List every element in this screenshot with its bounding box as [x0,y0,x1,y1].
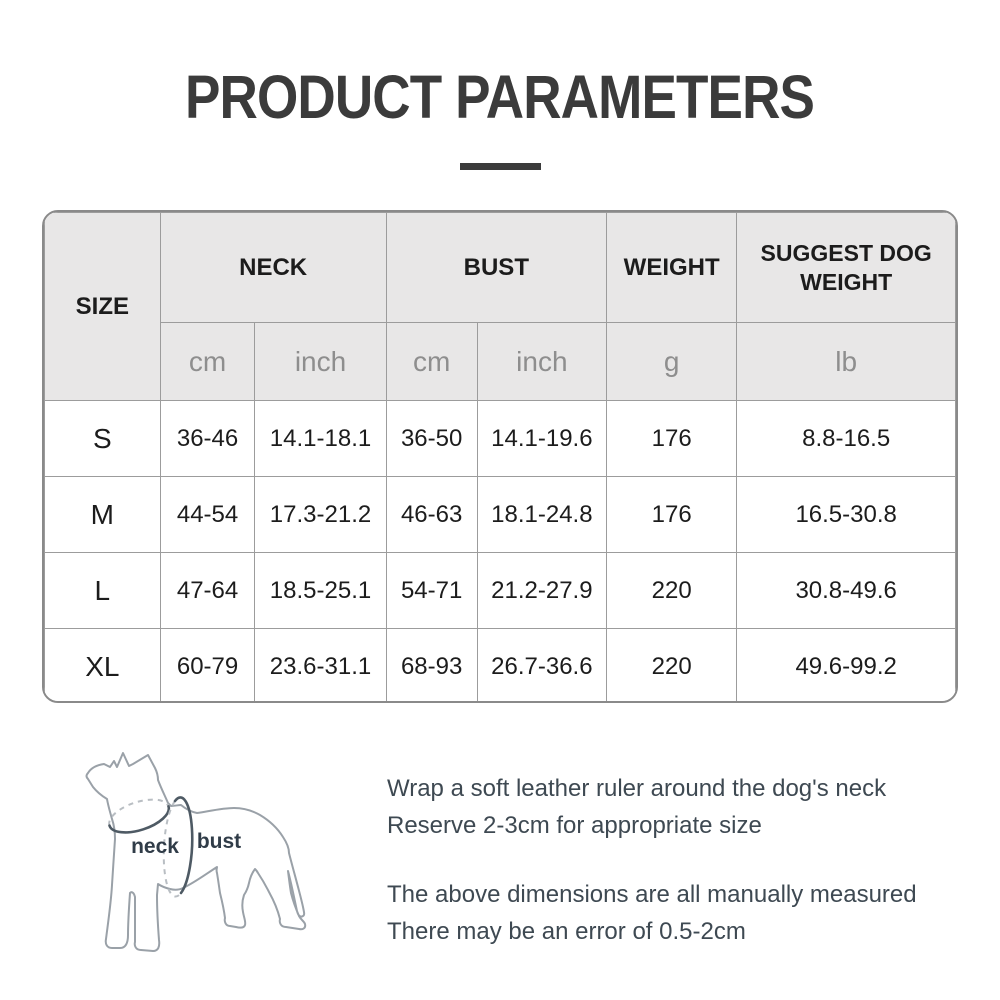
note-line: Reserve 2-3cm for appropriate size [387,812,762,839]
col-header-bust: BUST [386,213,606,323]
cell-bust-cm: 46-63 [386,477,477,553]
page-title: PRODUCT PARAMETERS [185,63,815,131]
tolerance-note [387,876,917,950]
cell-suggest-lb: 30.8-49.6 [737,553,956,629]
cell-size: S [45,401,161,477]
unit-weight-g: g [607,323,737,401]
cell-weight-g: 176 [607,477,737,553]
measuring-instructions [387,770,917,844]
unit-bust-inch: inch [477,323,606,401]
cell-weight-g: 220 [607,553,737,629]
cell-bust-cm: 68-93 [386,629,477,704]
size-table [42,210,958,703]
cell-bust-inch: 21.2-27.9 [477,553,606,629]
col-header-suggest-dog-weight: SUGGEST DOG WEIGHT [737,213,956,323]
cell-neck-cm: 60-79 [160,629,255,704]
measurement-notes [387,770,917,950]
cell-weight-g: 220 [607,629,737,704]
cell-neck-inch: 18.5-25.1 [255,553,386,629]
cell-neck-inch: 17.3-21.2 [255,477,386,553]
unit-neck-inch: inch [255,323,386,401]
cell-bust-inch: 18.1-24.8 [477,477,606,553]
table-row-m [45,477,956,553]
table-row-s [45,401,956,477]
bust-label: bust [196,830,242,853]
col-header-weight: WEIGHT [607,213,737,323]
table-row-xl [45,629,956,704]
cell-neck-inch: 23.6-31.1 [255,629,386,704]
cell-neck-cm: 47-64 [160,553,255,629]
title-underline [460,163,541,170]
cell-size: L [45,553,161,629]
cell-neck-inch: 14.1-18.1 [255,401,386,477]
page-title-wrap [0,62,1000,132]
col-header-neck: NECK [160,213,386,323]
neck-label: neck [131,835,179,858]
cell-bust-inch: 26.7-36.6 [477,629,606,704]
cell-size: XL [45,629,161,704]
cell-bust-inch: 14.1-19.6 [477,401,606,477]
cell-weight-g: 176 [607,401,737,477]
cell-suggest-lb: 49.6-99.2 [737,629,956,704]
cell-suggest-lb: 16.5-30.8 [737,477,956,553]
note-line: The above dimensions are all manually measured [387,881,917,908]
cell-size: M [45,477,161,553]
cell-neck-cm: 36-46 [160,401,255,477]
cell-neck-cm: 44-54 [160,477,255,553]
cell-bust-cm: 36-50 [386,401,477,477]
col-header-size: SIZE [45,213,161,401]
dog-measurement-diagram [60,735,365,980]
note-line: Wrap a soft leather ruler around the dog's neck [387,775,887,802]
cell-suggest-lb: 8.8-16.5 [737,401,956,477]
unit-bust-cm: cm [386,323,477,401]
note-line: There may be an error of 0.5-2cm [387,918,746,945]
unit-neck-cm: cm [160,323,255,401]
table-row-l [45,553,956,629]
unit-suggest-lb: lb [737,323,956,401]
cell-bust-cm: 54-71 [386,553,477,629]
